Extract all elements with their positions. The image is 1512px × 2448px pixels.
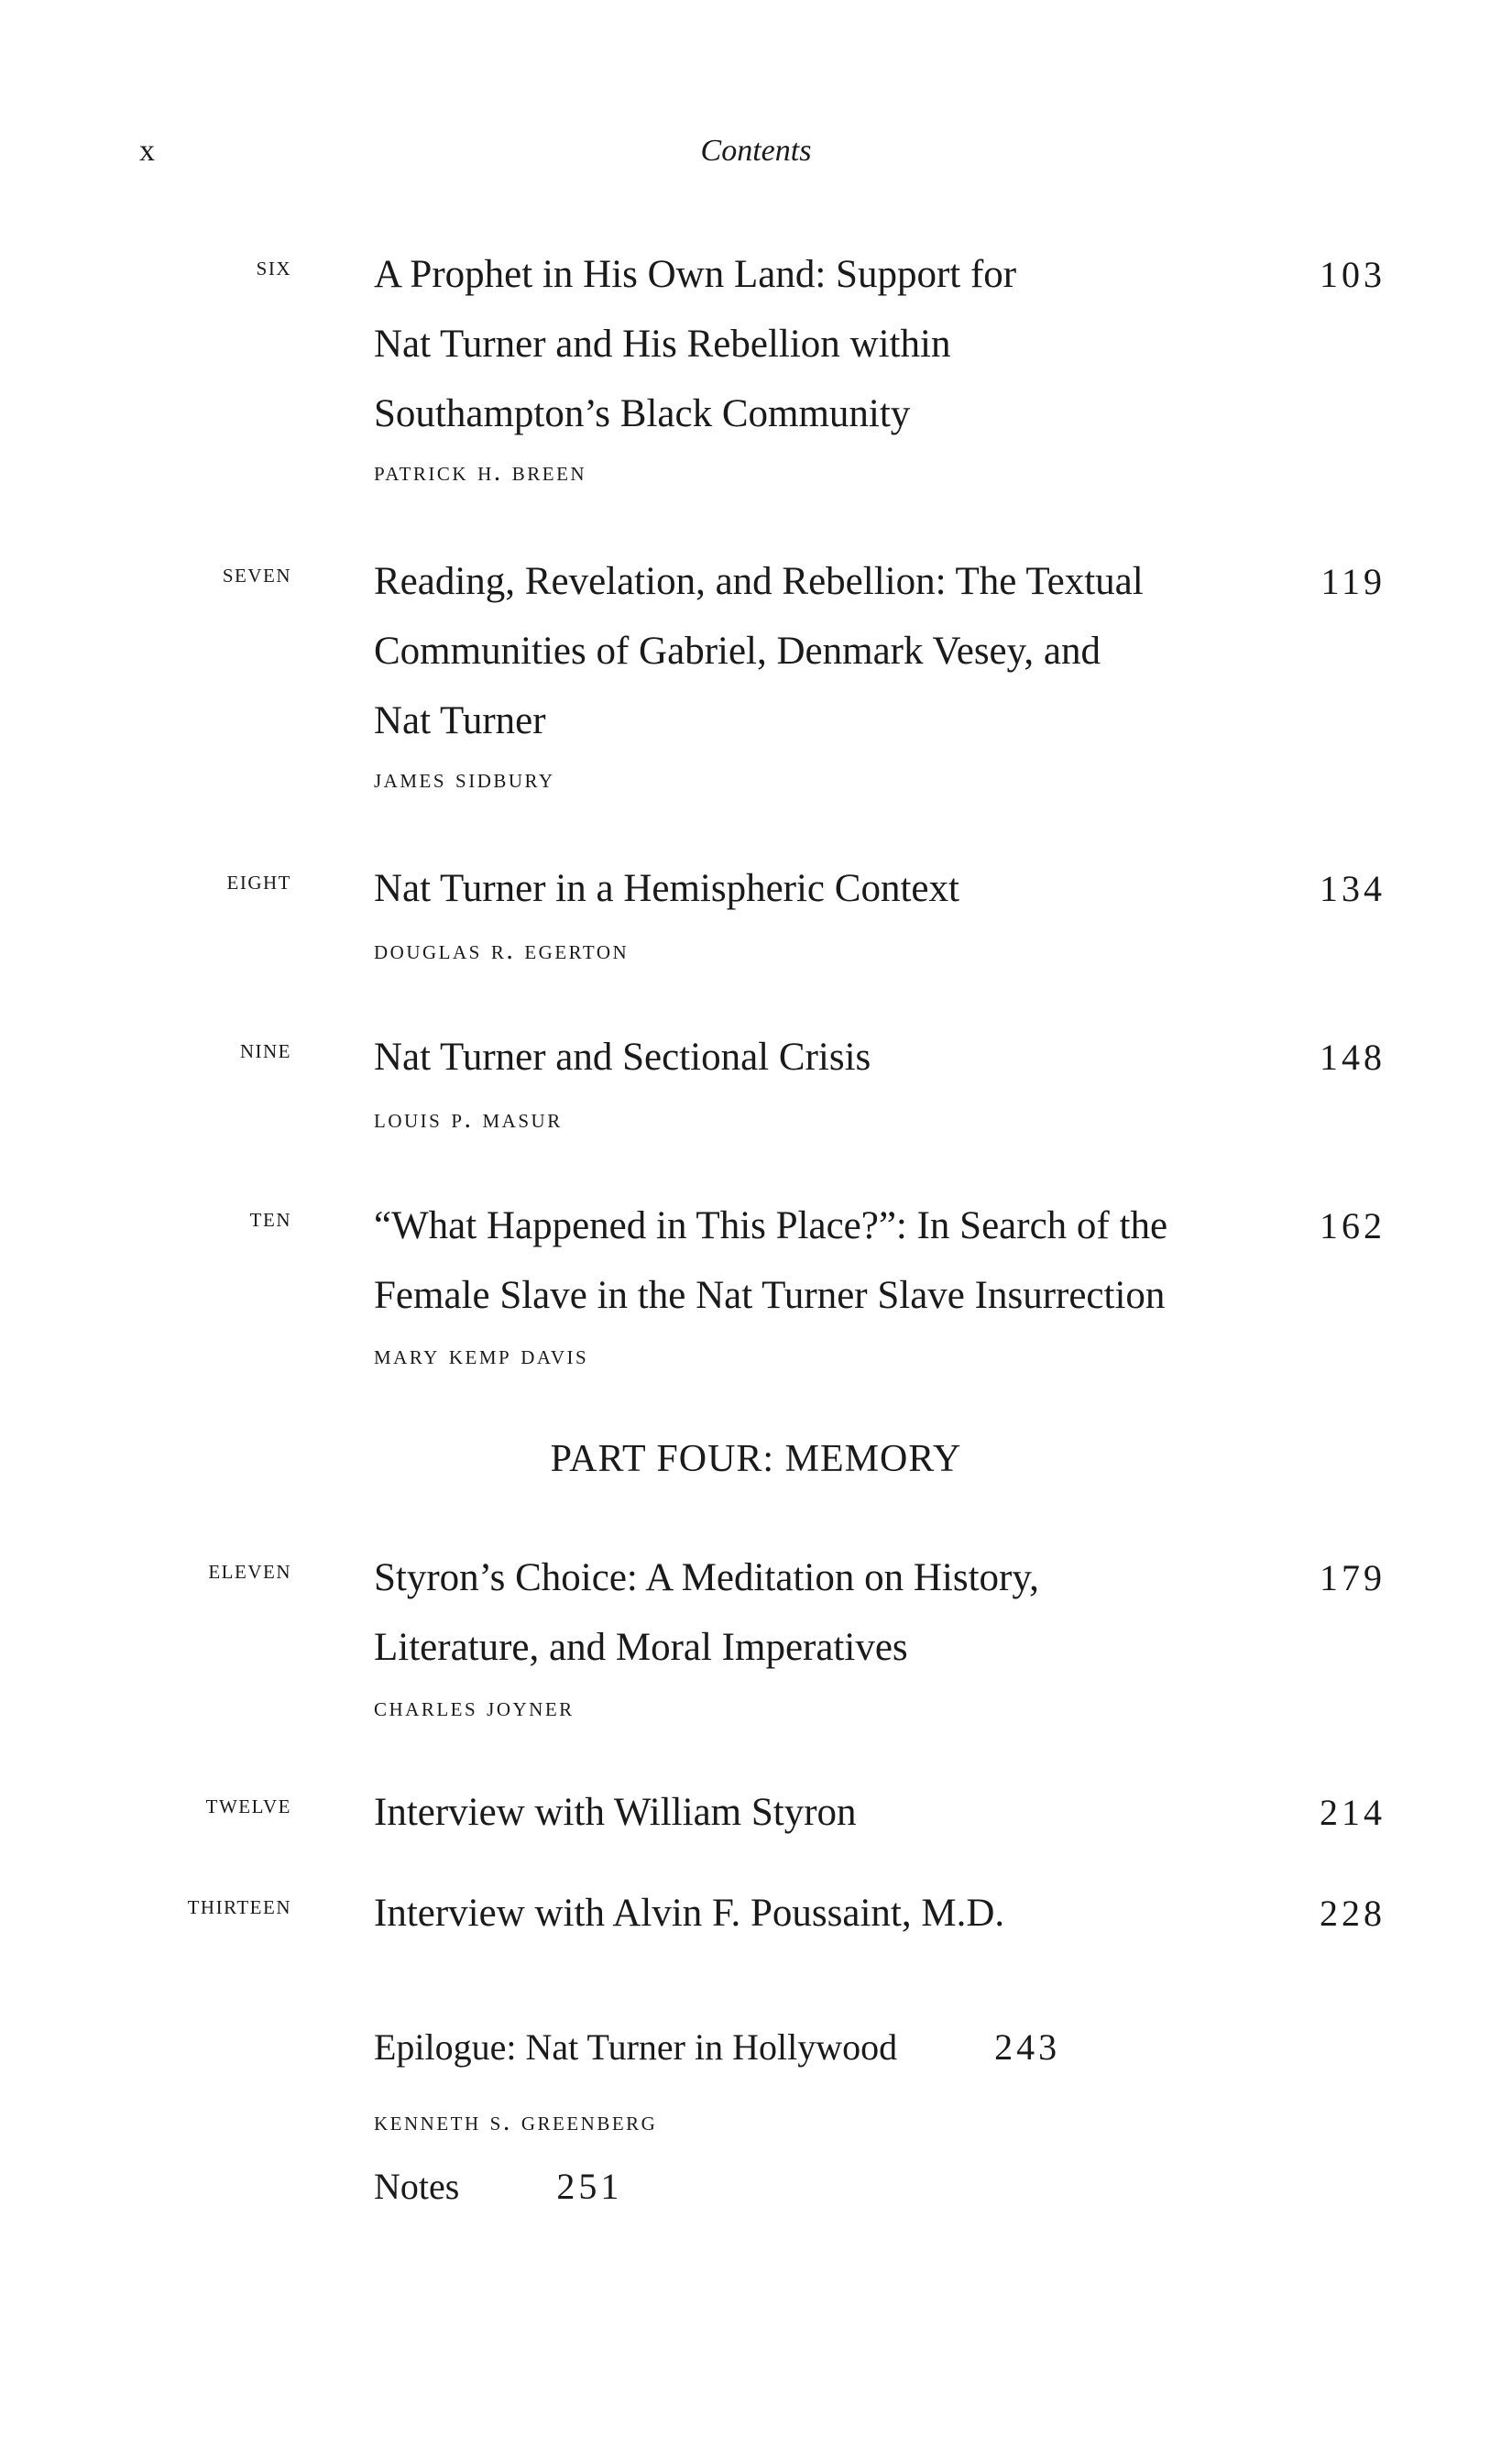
title-line: Literature, and Moral Imperatives (374, 1626, 908, 1669)
chapter-title[interactable] (374, 1191, 1254, 1331)
chapter-label: eight (226, 865, 291, 895)
page-ref[interactable]: 119 (1320, 561, 1386, 602)
title-line: Female Slave in the Nat Turner Slave Insurrection (374, 1274, 1166, 1317)
title-line: Nat Turner in a Hemispheric Context (374, 867, 959, 910)
title-line: A Prophet in His Own Land: Support for (374, 253, 1017, 296)
title-line: Communities of Gabriel, Denmark Vesey, and (374, 630, 1101, 673)
chapter-title[interactable] (374, 1543, 1254, 1683)
chapter-title[interactable] (374, 854, 1254, 924)
chapter-title[interactable] (374, 547, 1254, 756)
chapter-author: charles joyner (374, 1692, 575, 1722)
chapter-label: six (256, 251, 291, 281)
title-line: Styron’s Choice: A Meditation on History, (374, 1556, 1039, 1599)
title-line: Nat Turner and His Rebellion within (374, 323, 951, 366)
chapter-label: nine (239, 1034, 291, 1064)
title-line: Interview with William Styron (374, 1791, 857, 1834)
page-ref[interactable]: 214 (1320, 1792, 1386, 1833)
chapter-title[interactable] (374, 1023, 1254, 1092)
chapter-label: eleven (208, 1554, 291, 1585)
page-ref[interactable]: 134 (1320, 868, 1386, 909)
running-head: Contents (700, 134, 812, 168)
chapter-author: douglas r. egerton (374, 935, 630, 965)
title-line: Interview with Alvin F. Poussaint, M.D. (374, 1892, 1005, 1935)
page-ref[interactable]: 179 (1320, 1557, 1386, 1598)
notes-title: Notes (374, 2166, 460, 2207)
epilogue-author: kenneth s. greenberg (374, 2106, 658, 2136)
part-heading: PART FOUR: MEMORY (550, 1438, 962, 1480)
chapter-title[interactable] (374, 1879, 1254, 1949)
title-line: Nat Turner (374, 699, 546, 742)
chapter-title[interactable] (374, 240, 1254, 449)
chapter-title[interactable] (374, 1778, 1254, 1848)
title-line: Reading, Revelation, and Rebellion: The Textual (374, 560, 1144, 603)
epilogue-title: Epilogue: Nat Turner in Hollywood (374, 2026, 898, 2068)
page-ref[interactable]: 162 (1320, 1205, 1386, 1246)
title-line: “What Happened in This Place?”: In Search of the (374, 1204, 1168, 1247)
chapter-author: patrick h. breen (374, 456, 587, 487)
chapter-author: louis p. masur (374, 1103, 563, 1134)
page-ref[interactable]: 228 (1320, 1893, 1386, 1934)
chapter-label: thirteen (187, 1890, 291, 1920)
chapter-author: mary kemp davis (374, 1340, 589, 1370)
chapter-author: james sidbury (374, 763, 555, 794)
notes-entry[interactable] (374, 2165, 622, 2208)
title-line: Southampton’s Black Community (374, 392, 911, 435)
title-line: Nat Turner and Sectional Crisis (374, 1036, 871, 1079)
chapter-label: seven (222, 558, 291, 588)
page-ref[interactable]: 103 (1320, 254, 1386, 295)
notes-page: 251 (556, 2166, 623, 2207)
chapter-label: twelve (205, 1789, 291, 1819)
epilogue-page: 243 (994, 2026, 1061, 2068)
epilogue-entry[interactable] (374, 2025, 1060, 2069)
page-ref[interactable]: 148 (1320, 1037, 1386, 1078)
page-number: x (139, 134, 155, 168)
chapter-label: ten (249, 1202, 291, 1233)
